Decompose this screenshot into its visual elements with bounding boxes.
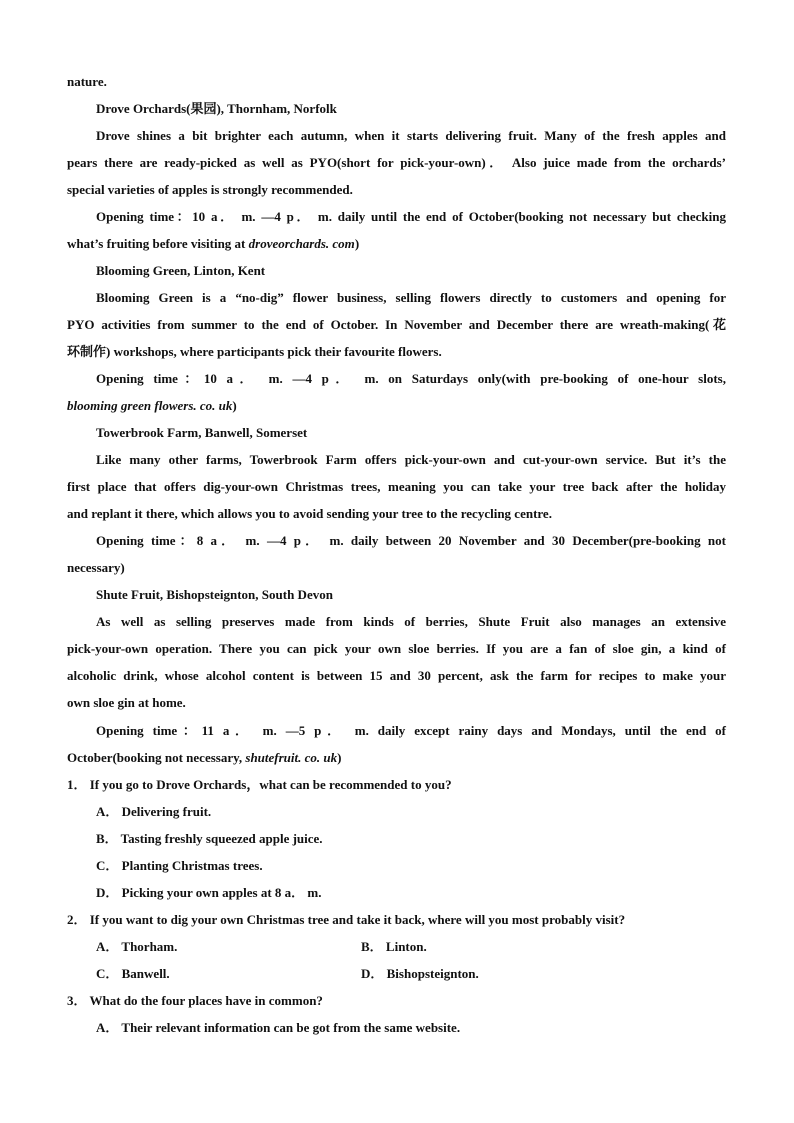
paragraph-line: PYO activities from summer to the end of October. In November and December there are wreath-making(花	[67, 317, 726, 332]
question-1: 1． If you go to Drove Orchards，what can be recommended to you?	[67, 777, 452, 792]
section-heading-towerbrook: Towerbrook Farm, Banwell, Somerset	[96, 425, 308, 440]
q1-option-a[interactable]: A． Delivering fruit.	[96, 804, 212, 819]
q1-option-c[interactable]: C． Planting Christmas trees.	[96, 858, 263, 873]
opening-time-cont: blooming green flowers. co. uk)	[67, 398, 237, 413]
paragraph-line: Blooming Green is a “no-dig” flower business, selling flowers directly to customers and opening for	[96, 290, 726, 305]
opening-time-cont: necessary)	[67, 560, 125, 575]
website-link[interactable]: blooming green flowers. co. uk	[67, 398, 233, 413]
q2-option-d[interactable]: D． Bishopsteignton.	[361, 966, 479, 981]
paragraph-line: nature.	[67, 74, 107, 89]
opening-time: Opening time：8 a． m. —4 p． m. daily between 20 November and 30 December(pre-booking not	[96, 533, 726, 548]
opening-time-cont: October(booking not necessary, shutefruit. co. uk)	[67, 750, 342, 765]
paragraph-line: first place that offers dig-your-own Christmas trees, meaning you can take your tree back after the holiday	[67, 479, 726, 494]
paragraph-line: alcoholic drink, whose alcohol content is between 15 and 30 percent, ask the farm for recipes to make your	[67, 668, 726, 683]
opening-time-cont: what’s fruiting before visiting at droveorchards. com)	[67, 236, 360, 251]
paragraph-line: own sloe gin at home.	[67, 695, 186, 710]
paragraph-line: 环制作) workshops, where participants pick their favourite flowers.	[67, 344, 442, 359]
section-heading-blooming: Blooming Green, Linton, Kent	[96, 263, 266, 278]
question-2: 2． If you want to dig your own Christmas tree and take it back, where will you most probably visit?	[67, 912, 626, 927]
q1-option-d[interactable]: D． Picking your own apples at 8 a． m.	[96, 885, 322, 900]
paragraph-line: pick-your-own operation. There you can pick your own sloe berries. If you are a fan of sloe gin, a kind of	[67, 641, 726, 656]
q3-option-a[interactable]: A． Their relevant information can be got from the same website.	[96, 1020, 461, 1035]
question-3: 3． What do the four places have in common?	[67, 993, 323, 1008]
opening-time: Opening time：11 a． m. —5 p． m. daily except rainy days and Mondays, until the end of	[96, 723, 726, 738]
website-link[interactable]: droveorchards. com	[248, 236, 355, 251]
paragraph-line: special varieties of apples is strongly recommended.	[67, 182, 353, 197]
q2-option-b[interactable]: B． Linton.	[361, 939, 427, 954]
section-heading-shute: Shute Fruit, Bishopsteignton, South Devon	[96, 587, 333, 602]
paragraph-line: Drove shines a bit brighter each autumn, when it starts delivering fruit. Many of the fresh apples and	[96, 128, 726, 143]
paragraph-line: and replant it there, which allows you to avoid sending your tree to the recycling centre.	[67, 506, 552, 521]
website-link[interactable]: shutefruit. co. uk	[245, 750, 338, 765]
opening-time: Opening time：10 a． m. —4 p． m. on Saturdays only(with pre-booking of one-hour slots,	[96, 371, 726, 386]
q2-option-a[interactable]: A． Thorham.	[96, 939, 178, 954]
paragraph-line: Like many other farms, Towerbrook Farm offers pick-your-own and cut-your-own service. But it’s the	[96, 452, 726, 467]
q2-option-c[interactable]: C． Banwell.	[96, 966, 170, 981]
paragraph-line: As well as selling preserves made from kinds of berries, Shute Fruit also manages an extensive	[96, 614, 726, 629]
section-heading-drove: Drove Orchards(果园), Thornham, Norfolk	[96, 101, 337, 116]
opening-time: Opening time：10 a． m. —4 p． m. daily until the end of October(booking not necessary but checking	[96, 209, 726, 224]
q1-option-b[interactable]: B． Tasting freshly squeezed apple juice.	[96, 831, 323, 846]
paragraph-line: pears there are ready-picked as well as PYO(short for pick-your-own)． Also juice made from the orchards’	[67, 155, 726, 170]
